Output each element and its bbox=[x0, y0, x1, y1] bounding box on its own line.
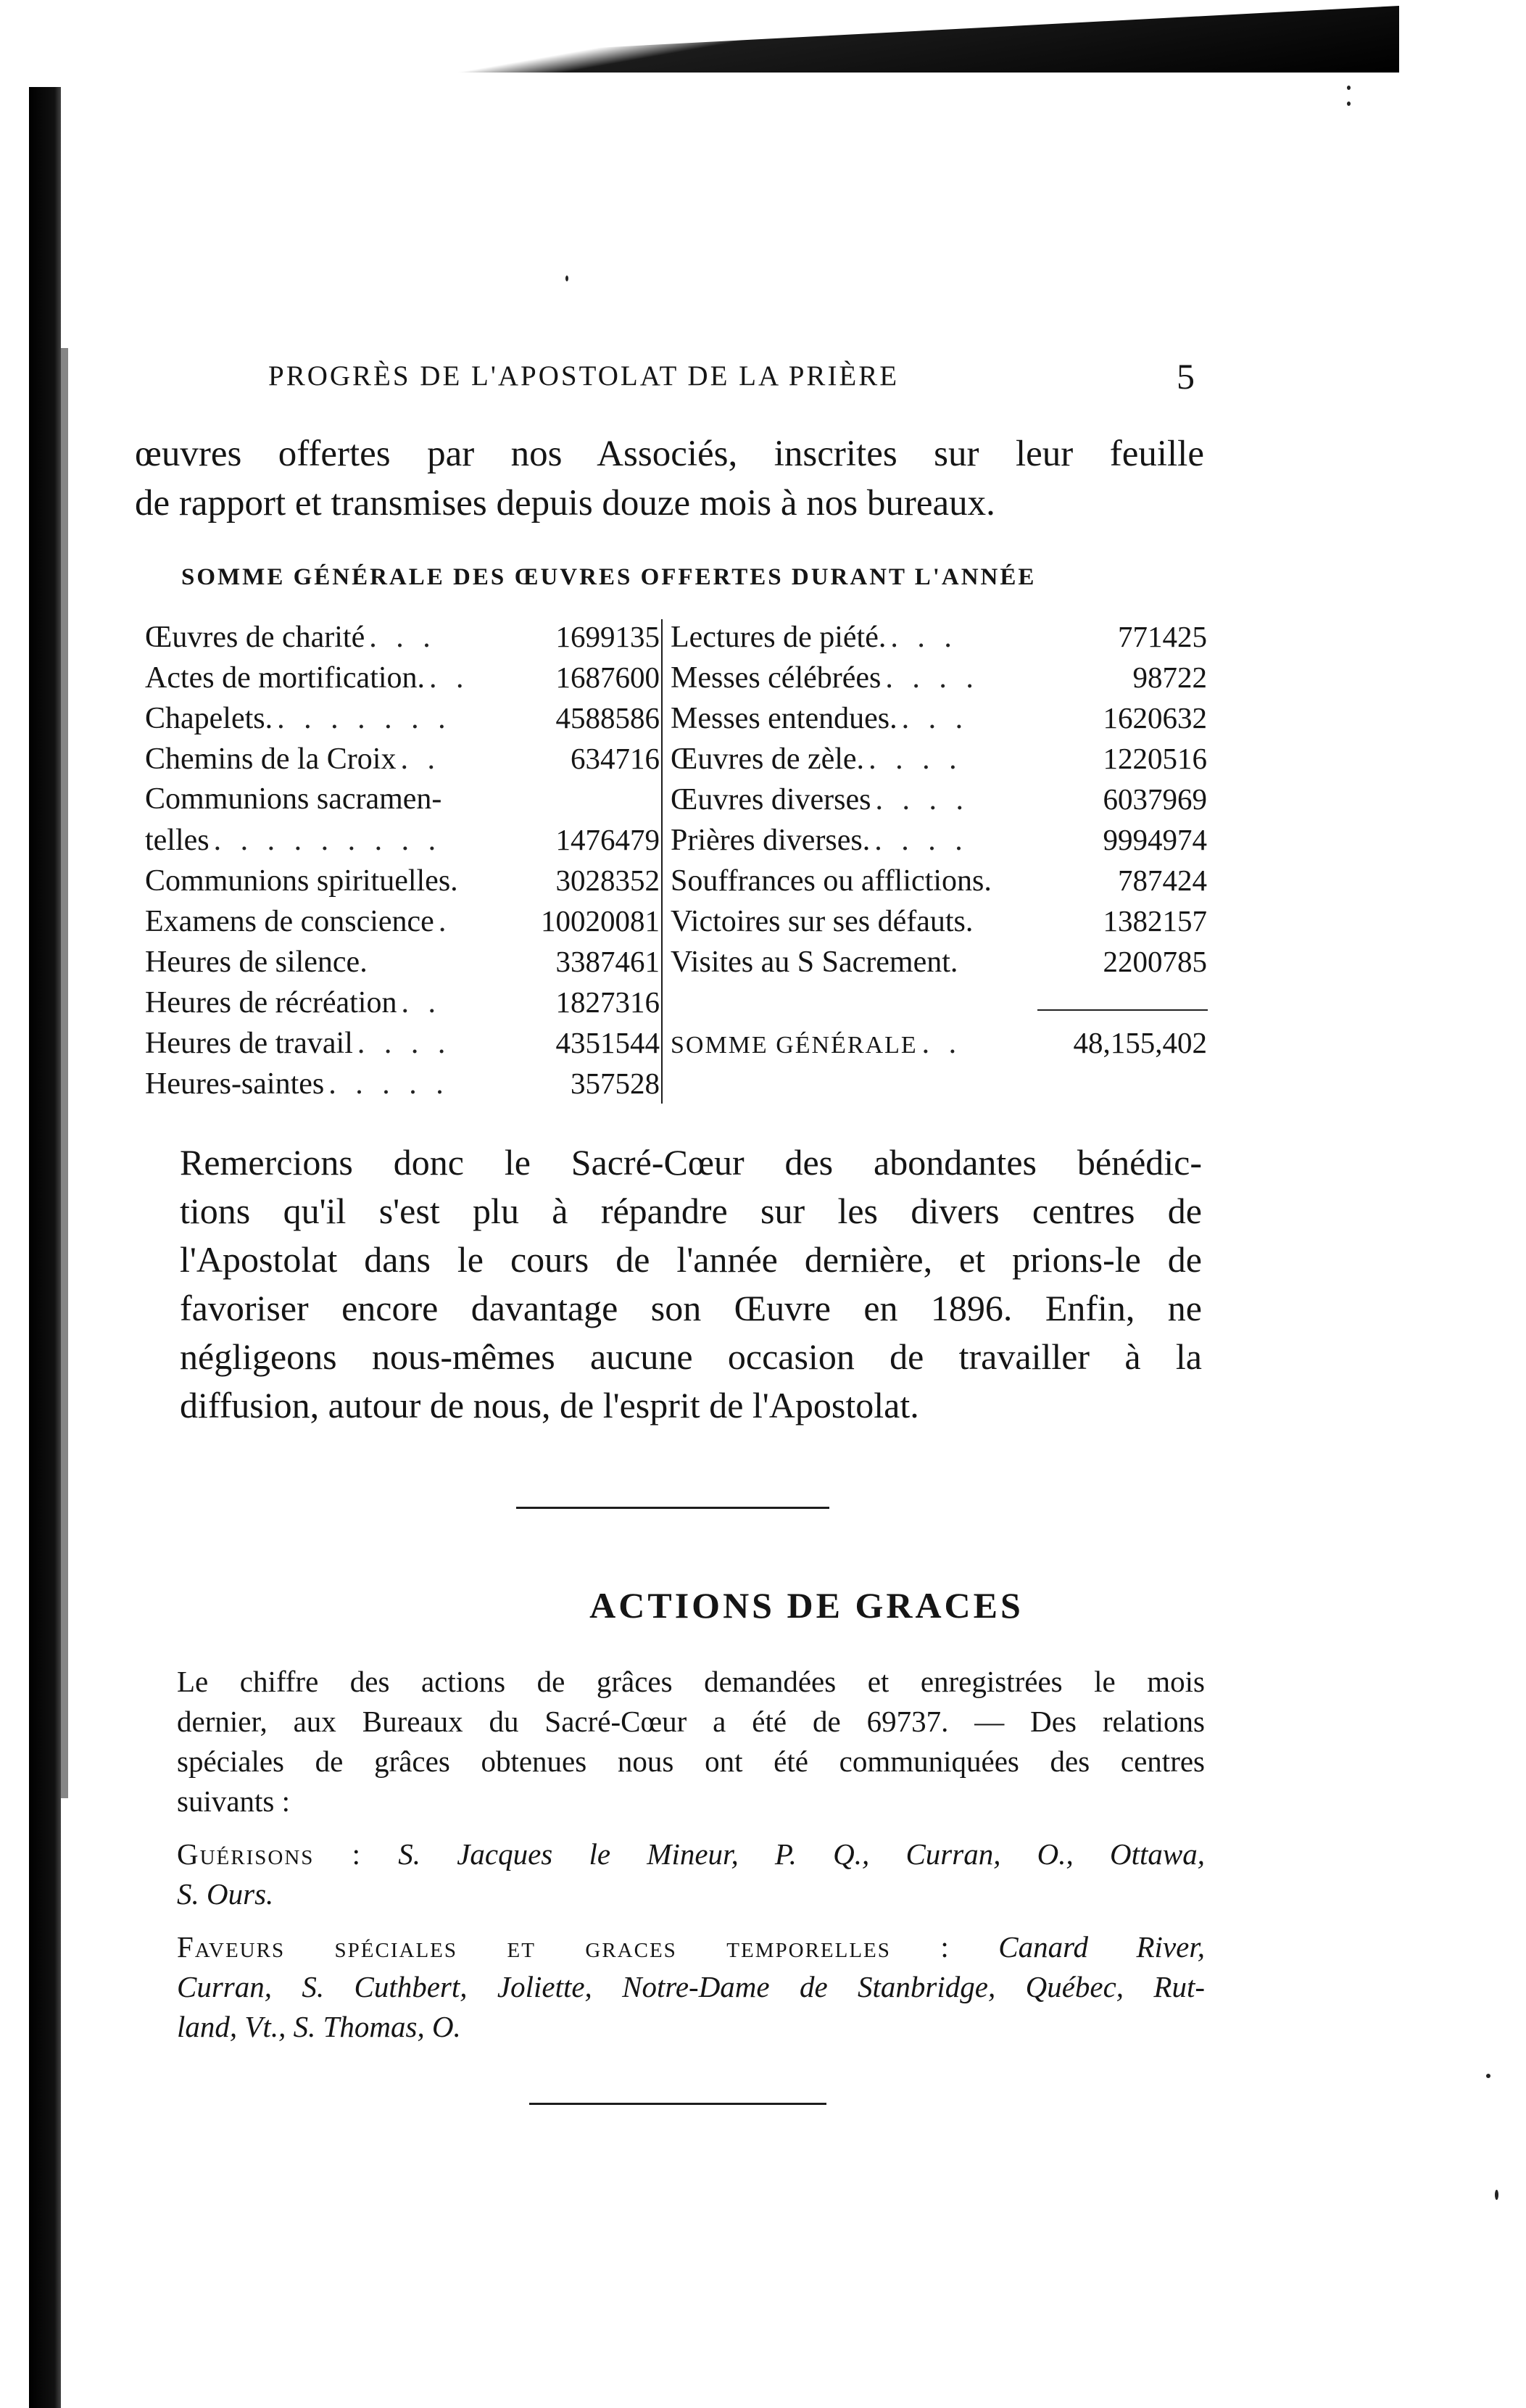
work-label: Œuvres de charité bbox=[145, 621, 365, 654]
work-value: 2200785 bbox=[1103, 945, 1207, 978]
table-row bbox=[671, 779, 1207, 819]
leader-dots: . . bbox=[921, 1027, 963, 1060]
work-label: Chapelets. bbox=[145, 702, 273, 735]
work-label: Chemins de la Croix bbox=[145, 742, 397, 776]
intro-paragraph bbox=[135, 429, 1204, 528]
work-label: Heures de travail bbox=[145, 1027, 353, 1060]
work-label: Lectures de piété. bbox=[671, 621, 887, 654]
work-label: Messes célébrées bbox=[671, 661, 882, 695]
table-row bbox=[145, 941, 660, 982]
work-value: 3387461 bbox=[555, 945, 660, 978]
table-row bbox=[671, 657, 1207, 698]
scan-speck bbox=[1486, 2074, 1490, 2078]
guerisons-line bbox=[177, 1834, 1205, 1874]
work-label: Visites au S Sacrement. bbox=[671, 946, 958, 979]
work-label: Heures-saintes bbox=[145, 1067, 325, 1101]
work-value: 4351544 bbox=[555, 1026, 660, 1059]
intro-line: œuvres offertes par nos Associés, inscrites sur leur feuille bbox=[135, 434, 1204, 474]
work-value: 634716 bbox=[571, 742, 660, 775]
leader-dots: . . . . . . . . . bbox=[213, 824, 442, 857]
section-title: ACTIONS DE GRACES bbox=[589, 1585, 1024, 1626]
work-label: Souffrances ou afflictions. bbox=[671, 864, 992, 898]
guerisons-line: S. Ours. bbox=[177, 1877, 274, 1911]
work-value: 9994974 bbox=[1103, 823, 1207, 856]
work-label: Communions spirituelles. bbox=[145, 864, 458, 898]
page-number: 5 bbox=[1177, 356, 1195, 397]
table-row bbox=[145, 657, 660, 698]
work-value: 771425 bbox=[1118, 620, 1207, 653]
scan-speck bbox=[565, 276, 568, 281]
scan-shadow-top bbox=[290, 0, 1399, 73]
running-header bbox=[268, 356, 1254, 403]
faveurs-label: Faveurs spéciales et graces temporelles : bbox=[177, 1930, 950, 1964]
work-label: Actes de mortification. bbox=[145, 661, 426, 695]
scan-shadow-left bbox=[29, 87, 61, 2408]
work-value: 98722 bbox=[1132, 661, 1207, 694]
work-label: telles bbox=[145, 824, 210, 857]
total-value: 48,155,402 bbox=[1073, 1026, 1207, 1059]
work-value: 10020081 bbox=[541, 904, 660, 938]
work-label: Œuvres de zèle. bbox=[671, 742, 865, 776]
leader-dots: . . . . . bbox=[328, 1067, 449, 1101]
table-row bbox=[145, 901, 660, 941]
leader-dots: . . . . bbox=[885, 661, 979, 695]
work-value: 357528 bbox=[571, 1067, 660, 1100]
table-row bbox=[145, 698, 660, 738]
faveurs-line: Curran, S. Cuthbert, Joliette, Notre-Dame de Stanbridge, Québec, Rut- bbox=[177, 1970, 1205, 2003]
column-divider bbox=[661, 619, 663, 1104]
work-value: 4588586 bbox=[555, 701, 660, 735]
table-row bbox=[145, 616, 660, 657]
faveurs-line bbox=[177, 1927, 1205, 1967]
leader-dots: . . . bbox=[890, 621, 958, 654]
work-label: Messes entendues. bbox=[671, 702, 897, 735]
table-row bbox=[145, 779, 660, 819]
work-label: Communions sacramen- bbox=[145, 782, 442, 816]
work-value: 3028352 bbox=[555, 864, 660, 897]
guerisons-places: S. Jacques le Mineur, P. Q., Curran, O., Ottawa, bbox=[398, 1837, 1206, 1871]
guerisons-paragraph bbox=[177, 1834, 1205, 1914]
work-value: 1476479 bbox=[555, 823, 660, 856]
work-label: Heures de silence. bbox=[145, 946, 368, 979]
leader-dots: . . . . bbox=[875, 783, 969, 816]
leader-dots: . . . . bbox=[874, 824, 969, 857]
scan-speck bbox=[1347, 86, 1351, 90]
closing-line: favoriser encore davantage son Œuvre en 1896. Enfin, ne bbox=[180, 1288, 1202, 1328]
work-label: Prières diverses. bbox=[671, 824, 871, 857]
closing-line: négligeons nous-mêmes aucune occasion de travailler à la bbox=[180, 1336, 1202, 1377]
leader-dots: . bbox=[438, 905, 452, 938]
work-label: Heures de récréation bbox=[145, 986, 397, 1019]
table-row bbox=[145, 982, 660, 1022]
table-row bbox=[145, 1022, 660, 1063]
actions-line: dernier, aux Bureaux du Sacré-Cœur a été de 69737. — Des relations bbox=[177, 1705, 1205, 1738]
faveurs-paragraph bbox=[177, 1927, 1205, 2047]
leader-dots: . . . . bbox=[357, 1027, 452, 1060]
work-value: 1687600 bbox=[555, 661, 660, 694]
work-label: Examens de conscience bbox=[145, 905, 434, 938]
scan-shadow-left-inner bbox=[61, 348, 68, 1798]
faveurs-places: Canard River, bbox=[998, 1930, 1205, 1964]
scan-speck bbox=[1495, 2190, 1498, 2200]
guerisons-label: Guérisons : bbox=[177, 1837, 362, 1871]
running-title: PROGRÈS DE L'APOSTOLAT DE LA PRIÈRE bbox=[268, 360, 900, 392]
table-row bbox=[145, 860, 660, 901]
leader-dots: . . . bbox=[369, 621, 436, 654]
actions-line: suivants : bbox=[177, 1784, 291, 1818]
works-table bbox=[145, 616, 1207, 1109]
section-divider bbox=[516, 1507, 829, 1509]
leader-dots: . . . bbox=[901, 702, 969, 735]
leader-dots: . . . . bbox=[868, 742, 963, 776]
leader-dots: . . bbox=[401, 986, 441, 1019]
total-rule bbox=[1037, 1009, 1208, 1011]
faveurs-line: land, Vt., S. Thomas, O. bbox=[177, 2010, 461, 2043]
work-value: 1220516 bbox=[1103, 742, 1207, 775]
table-row bbox=[145, 738, 660, 779]
actions-intro bbox=[177, 1662, 1205, 1821]
table-row bbox=[671, 616, 1207, 657]
work-value: 787424 bbox=[1118, 864, 1207, 897]
table-row bbox=[145, 1063, 660, 1104]
table-row bbox=[671, 901, 1207, 941]
work-value: 1699135 bbox=[555, 620, 660, 653]
table-caption: SOMME GÉNÉRALE DES ŒUVRES OFFERTES DURANT L'ANNÉE bbox=[181, 564, 1037, 590]
table-total-row bbox=[671, 1022, 1207, 1063]
table-row bbox=[145, 819, 660, 860]
leader-dots: . . . . . . . bbox=[277, 702, 452, 735]
table-spacer bbox=[671, 982, 1207, 1022]
closing-line: diffusion, autour de nous, de l'esprit de l'Apostolat. bbox=[180, 1385, 919, 1426]
actions-line: spéciales de grâces obtenues nous ont été communiquées des centres bbox=[177, 1745, 1205, 1778]
table-row bbox=[671, 941, 1207, 982]
work-value: 1620632 bbox=[1103, 701, 1207, 735]
work-value: 1827316 bbox=[555, 985, 660, 1019]
work-label: Œuvres diverses bbox=[671, 783, 871, 816]
intro-line: de rapport et transmises depuis douze mois à nos bureaux. bbox=[135, 483, 995, 524]
works-column-right bbox=[671, 616, 1207, 1063]
closing-line: l'Apostolat dans le cours de l'année dernière, et prions-le de bbox=[180, 1239, 1202, 1280]
work-label: Victoires sur ses défauts. bbox=[671, 905, 974, 938]
scan-speck bbox=[1347, 102, 1351, 106]
closing-line: Remercions donc le Sacré-Cœur des abondantes bénédic- bbox=[180, 1142, 1202, 1183]
total-label: SOMME GÉNÉRALE bbox=[671, 1032, 918, 1059]
closing-paragraph bbox=[180, 1138, 1202, 1430]
work-value: 6037969 bbox=[1103, 782, 1207, 816]
section-divider bbox=[529, 2103, 826, 2105]
closing-line: tions qu'il s'est plu à répandre sur les divers centres de bbox=[180, 1191, 1202, 1231]
work-value: 1382157 bbox=[1103, 904, 1207, 938]
leader-dots: . . bbox=[400, 742, 441, 776]
table-row bbox=[671, 860, 1207, 901]
table-row bbox=[671, 698, 1207, 738]
table-row bbox=[671, 738, 1207, 779]
leader-dots: . . bbox=[429, 661, 470, 695]
actions-line: Le chiffre des actions de grâces demandées et enregistrées le mois bbox=[177, 1665, 1205, 1698]
table-row bbox=[671, 819, 1207, 860]
works-column-left bbox=[145, 616, 660, 1104]
